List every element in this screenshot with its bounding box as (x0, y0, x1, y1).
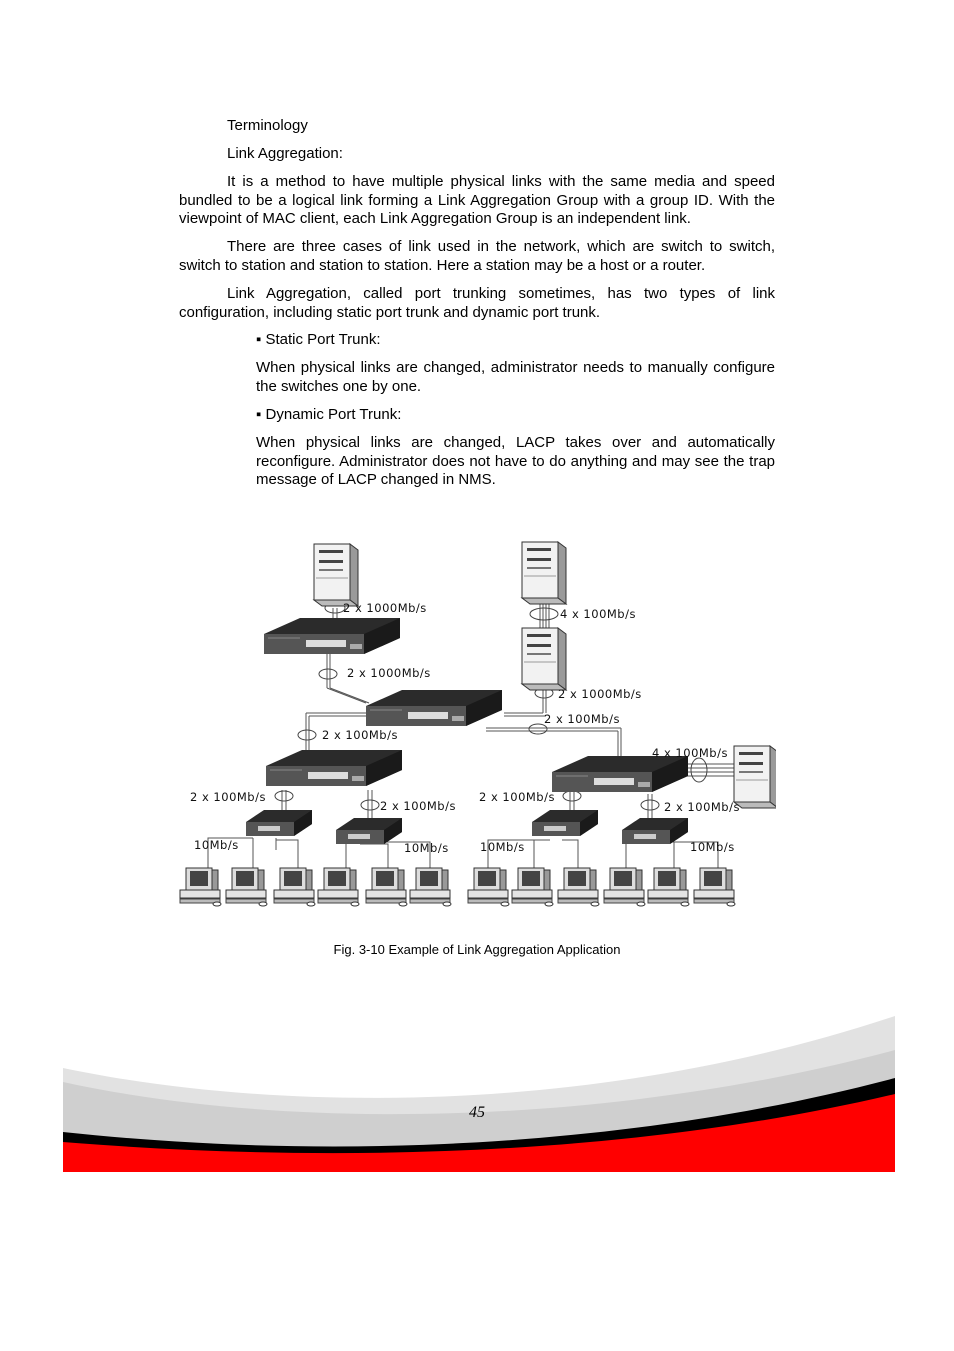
link-label: 2 x 100Mb/s (664, 800, 740, 814)
pc-icon (648, 868, 689, 906)
switch-icon (552, 756, 688, 792)
link-label: 2 x 100Mb/s (544, 712, 620, 726)
link-label: 10Mb/s (194, 838, 239, 852)
link-label: 2 x 100Mb/s (380, 799, 456, 813)
pc-icon (274, 868, 315, 906)
server-icon (734, 746, 776, 808)
footer-swoosh (63, 1010, 895, 1172)
pc-icon (366, 868, 407, 906)
link-label: 2 x 1000Mb/s (343, 601, 427, 615)
switch-icon (532, 810, 598, 836)
link-label: 2 x 100Mb/s (190, 790, 266, 804)
link-label: 10Mb/s (690, 840, 735, 854)
pc-icon (558, 868, 599, 906)
bullet-static-body: When physical links are changed, administrator needs to manually configure the switches one by one. (256, 359, 775, 395)
link-label: 4 x 100Mb/s (652, 746, 728, 760)
pc-icon (468, 868, 509, 906)
pc-icon (694, 868, 735, 906)
paragraph-types: Link Aggregation, called port trunking sometimes, has two types of link configuration, including static port trunk and dynamic port trunk. (179, 285, 775, 321)
bullet-static-title: ▪ Static Port Trunk: (256, 331, 381, 348)
switch-icon (266, 750, 402, 786)
link-aggregation-diagram (178, 538, 776, 914)
pc-icon (318, 868, 359, 906)
pc-icon (604, 868, 645, 906)
link-label: 2 x 1000Mb/s (558, 687, 642, 701)
devices (180, 542, 776, 906)
server-icon (522, 542, 566, 604)
bullet-dynamic-title: ▪ Dynamic Port Trunk: (256, 406, 402, 423)
pc-icon (226, 868, 267, 906)
pc-icon (410, 868, 451, 906)
switch-icon (622, 818, 688, 844)
server-icon (522, 628, 566, 690)
switch-icon (264, 618, 400, 654)
switch-icon (336, 818, 402, 844)
pc-icon (180, 868, 221, 906)
link-label: 2 x 100Mb/s (479, 790, 555, 804)
figure-caption: Fig. 3-10 Example of Link Aggregation Application (333, 942, 621, 957)
switch-icon (246, 810, 312, 836)
link-label: 10Mb/s (480, 840, 525, 854)
link-label: 4 x 100Mb/s (560, 607, 636, 621)
heading: Terminology (227, 117, 308, 134)
subheading: Link Aggregation: (227, 145, 343, 162)
paragraph-definition: It is a method to have multiple physical links with the same media and speed bundled to be a logical link forming a Link Aggregation Group with a group ID. With the viewpoint of MAC client, each Link Aggregation Group is an independent link. (179, 173, 775, 227)
link-label: 10Mb/s (404, 841, 449, 855)
paragraph-link-cases: There are three cases of link used in the network, which are switch to switch, switch to station and station to station. Here a station may be a host or a router. (179, 238, 775, 274)
server-icon (314, 544, 358, 606)
link-label: 2 x 100Mb/s (322, 728, 398, 742)
switch-icon (366, 690, 502, 726)
pc-icon (512, 868, 553, 906)
link-label: 2 x 1000Mb/s (347, 666, 431, 680)
page-number: 45 (469, 1104, 485, 1121)
bullet-dynamic-body: When physical links are changed, LACP takes over and automatically reconfigure. Administrator does not have to do anything and may see the trap message of LACP changed in NMS. (256, 434, 775, 488)
